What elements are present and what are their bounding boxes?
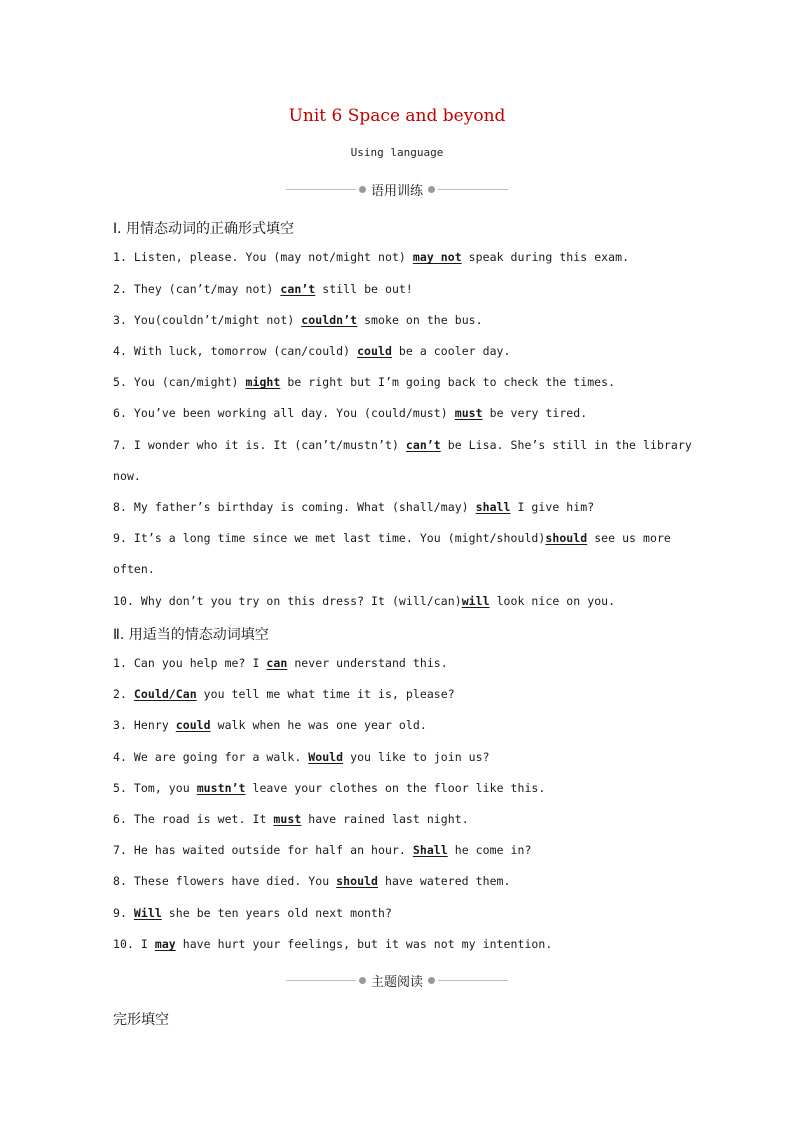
question-text: 9. It’s a long time since we met last time. You (might/should) [113, 531, 546, 545]
question-text: 5. You (can/might) [113, 375, 246, 389]
section-1-heading: Ⅰ. 用情态动词的正确形式填空 [113, 221, 295, 237]
exercise-line [113, 781, 693, 795]
exercise-line [113, 687, 693, 701]
divider-dot [428, 186, 435, 193]
exercise-line [113, 250, 693, 264]
question-text: 3. You(couldn’t/might not) [113, 313, 302, 327]
question-text: often. [113, 562, 155, 576]
question-text: 2. They (can’t/may not) [113, 282, 281, 296]
exercise-line [113, 906, 693, 920]
question-text: look nice on you. [489, 594, 616, 608]
exercise-line [113, 500, 693, 514]
exercise-line [113, 375, 693, 389]
question-text: never understand this. [287, 656, 448, 670]
page-subtitle: Using language [350, 146, 444, 159]
question-text: see us more [587, 531, 671, 545]
answer-text: can’t [405, 438, 441, 452]
question-text: 4. We are going for a walk. [113, 750, 309, 764]
question-text: 10. Why don’t you try on this dress? It (will/can) [113, 594, 462, 608]
question-text: 4. With luck, tomorrow (can/could) [113, 344, 358, 358]
question-text: be very tired. [482, 406, 588, 420]
question-text: 9. [113, 906, 134, 920]
question-text: leave your clothes on the floor like this. [245, 781, 546, 795]
question-text: 5. Tom, you [113, 781, 197, 795]
exercise-line [113, 531, 693, 545]
answer-text: must [454, 406, 483, 420]
answer-text: may [154, 937, 176, 951]
question-text: you tell me what time it is, please? [196, 687, 455, 701]
question-text: 1. Listen, please. You (may not/might not) [113, 250, 413, 264]
question-text: speak during this exam. [461, 250, 630, 264]
answer-text: will [461, 594, 490, 608]
answer-text: Could/Can [133, 687, 197, 701]
question-text: now. [113, 469, 141, 483]
answer-text: can’t [280, 282, 316, 296]
exercise-line [113, 282, 693, 296]
exercise-line [113, 562, 693, 576]
answer-text: couldn’t [301, 313, 358, 327]
answer-text: must [273, 812, 302, 826]
question-text: I give him? [510, 500, 595, 514]
answer-text: can [266, 656, 288, 670]
exercise-line [113, 438, 693, 452]
question-text: 1. Can you help me? I [113, 656, 267, 670]
question-text: be Lisa. She’s still in the library [440, 438, 692, 452]
divider-line [286, 980, 356, 981]
answer-text: Shall [412, 843, 448, 857]
answer-text: shall [475, 500, 511, 514]
divider-label: 语用训练 [371, 183, 424, 199]
section-3-heading: 完形填空 [113, 1012, 169, 1028]
answer-text: should [336, 874, 378, 888]
question-text: he come in? [447, 843, 532, 857]
answer-text: Will [133, 906, 162, 920]
answer-text: should [545, 531, 588, 545]
question-text: have watered them. [378, 874, 511, 888]
exercise-line [113, 469, 693, 483]
question-text: be a cooler day. [391, 344, 511, 358]
exercise-line [113, 406, 693, 420]
question-text: walk when he was one year old. [210, 718, 427, 732]
question-text: 8. My father’s birthday is coming. What (shall/may) [113, 500, 476, 514]
question-text: smoke on the bus. [357, 313, 483, 327]
divider-dot [428, 977, 435, 984]
question-text: you like to join us? [343, 750, 490, 764]
answer-text: Would [308, 750, 344, 764]
exercise-line [113, 656, 693, 670]
answer-text: mustn’t [196, 781, 246, 795]
exercise-line [113, 344, 693, 358]
divider-practice [286, 179, 508, 199]
divider-dot [359, 186, 366, 193]
divider-line [286, 189, 356, 190]
exercise-line [113, 812, 693, 826]
divider-dot [359, 977, 366, 984]
divider-line [438, 189, 508, 190]
question-text: 2. [113, 687, 134, 701]
answer-text: may not [412, 250, 462, 264]
exercise-line [113, 843, 693, 857]
answer-text: could [357, 344, 392, 358]
question-text: still be out! [315, 282, 413, 296]
exercise-line [113, 937, 693, 951]
page-title: Unit 6 Space and beyond [288, 106, 506, 126]
answer-text: could [175, 718, 211, 732]
exercise-line [113, 718, 693, 732]
exercise-line [113, 750, 693, 764]
question-text: 6. You’ve been working all day. You (could/must) [113, 406, 455, 420]
question-text: 10. I [113, 937, 155, 951]
divider-line [438, 980, 508, 981]
exercise-line [113, 594, 693, 608]
divider-reading [286, 970, 508, 990]
answer-text: might [245, 375, 281, 389]
question-text: have hurt your feelings, but it was not my intention. [175, 937, 553, 951]
question-text: have rained last night. [301, 812, 469, 826]
exercise-line [113, 874, 693, 888]
question-text: 7. I wonder who it is. It (can’t/mustn’t) [113, 438, 406, 452]
divider-label: 主题阅读 [371, 974, 424, 990]
question-text: 8. These flowers have died. You [113, 874, 337, 888]
question-text: be right but I’m going back to check the times. [280, 375, 616, 389]
question-text: 3. Henry [113, 718, 176, 732]
question-text: 6. The road is wet. It [113, 812, 274, 826]
section-2-heading: Ⅱ. 用适当的情态动词填空 [113, 627, 269, 643]
question-text: 7. He has waited outside for half an hour. [113, 843, 413, 857]
exercise-line [113, 313, 693, 327]
question-text: she be ten years old next month? [161, 906, 392, 920]
